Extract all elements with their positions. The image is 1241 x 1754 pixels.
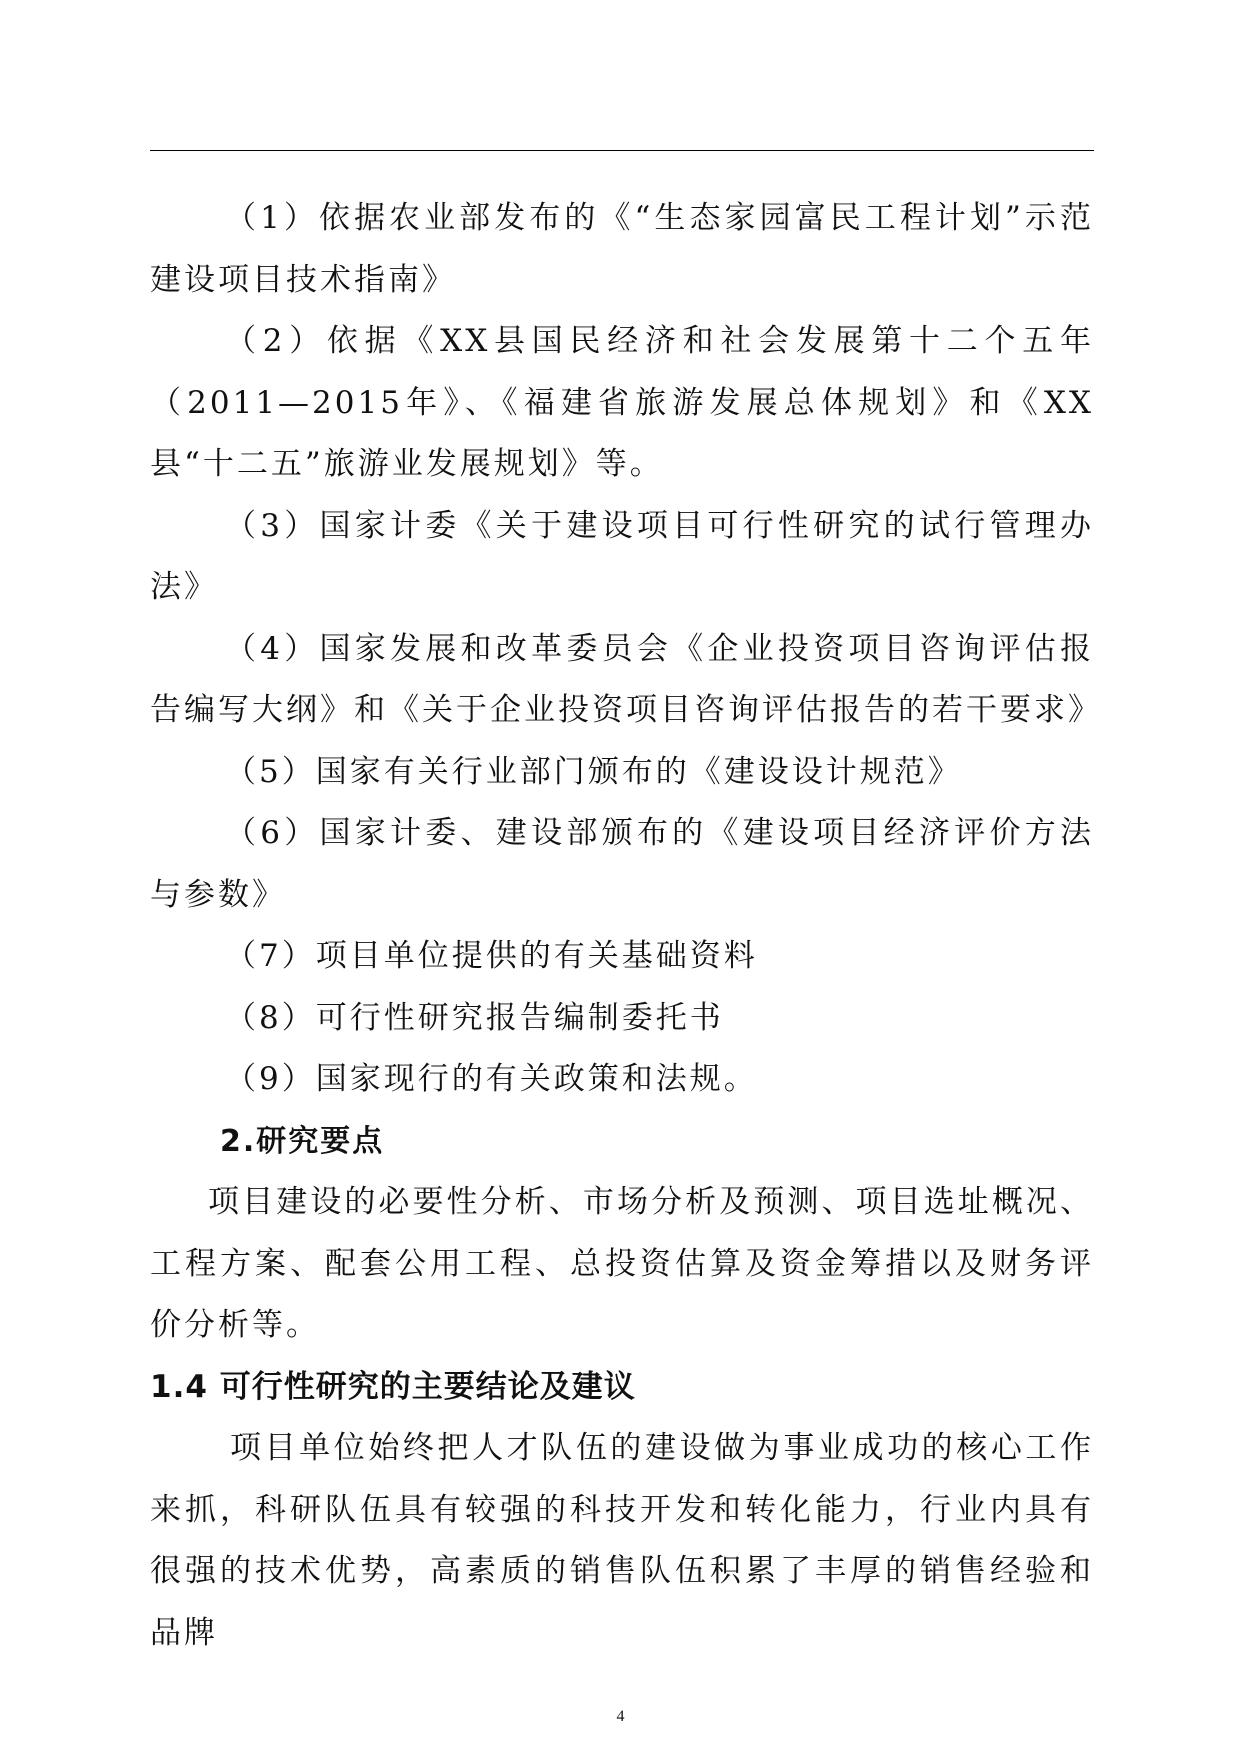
section-body: 项目单位始终把人才队伍的建设做为事业成功的核心工作来抓，科研队伍具有较强的科技开发和转化能力，行业内具有很强的技术优势，高素质的销售队伍积累了丰厚的销售经验和品牌 [150, 1430, 1094, 1651]
document-body [150, 188, 1102, 1664]
subsection-body: 项目建设的必要性分析、市场分析及预测、项目选址概况、工程方案、配套公用工程、总投资估算及资金筹措以及财务评价分析等。 [150, 1184, 1094, 1343]
subsection-title: 2.研究要点 [220, 1123, 385, 1159]
basis-item-5: （5）国家有关行业部门颁布的《建设设计规范》 [225, 753, 962, 790]
page-number: 4 [616, 1708, 625, 1725]
basis-item-7: （7）项目单位提供的有关基础资料 [225, 938, 758, 974]
header-rule [150, 150, 1094, 151]
basis-item-8: （8）可行性研究报告编制委托书 [225, 999, 724, 1036]
basis-item-6: （6）国家计委、建设部颁布的《建设项目经济评价方法与参数》 [150, 815, 1094, 913]
section-title: 1.4 可行性研究的主要结论及建议 [150, 1368, 636, 1405]
basis-item-4: （4）国家发展和改革委员会《企业投资项目咨询评估报告编写大纲》和《关于企业投资项目咨询评估报告的若干要求》 [150, 630, 1102, 728]
basis-item-2: （2）依据《XX县国民经济和社会发展第十二个五年（2011—2015年》、《福建省旅游发展总体规划》和《XX县“十二五”旅游业发展规划》等。 [150, 323, 1094, 482]
basis-item-9: （9）国家现行的有关政策和法规。 [225, 1061, 758, 1097]
basis-item-3: （3）国家计委《关于建设项目可行性研究的试行管理办法》 [150, 507, 1094, 605]
basis-item-1: （1）依据农业部发布的《“生态家园富民工程计划”示范建设项目技术指南》 [150, 200, 1094, 298]
